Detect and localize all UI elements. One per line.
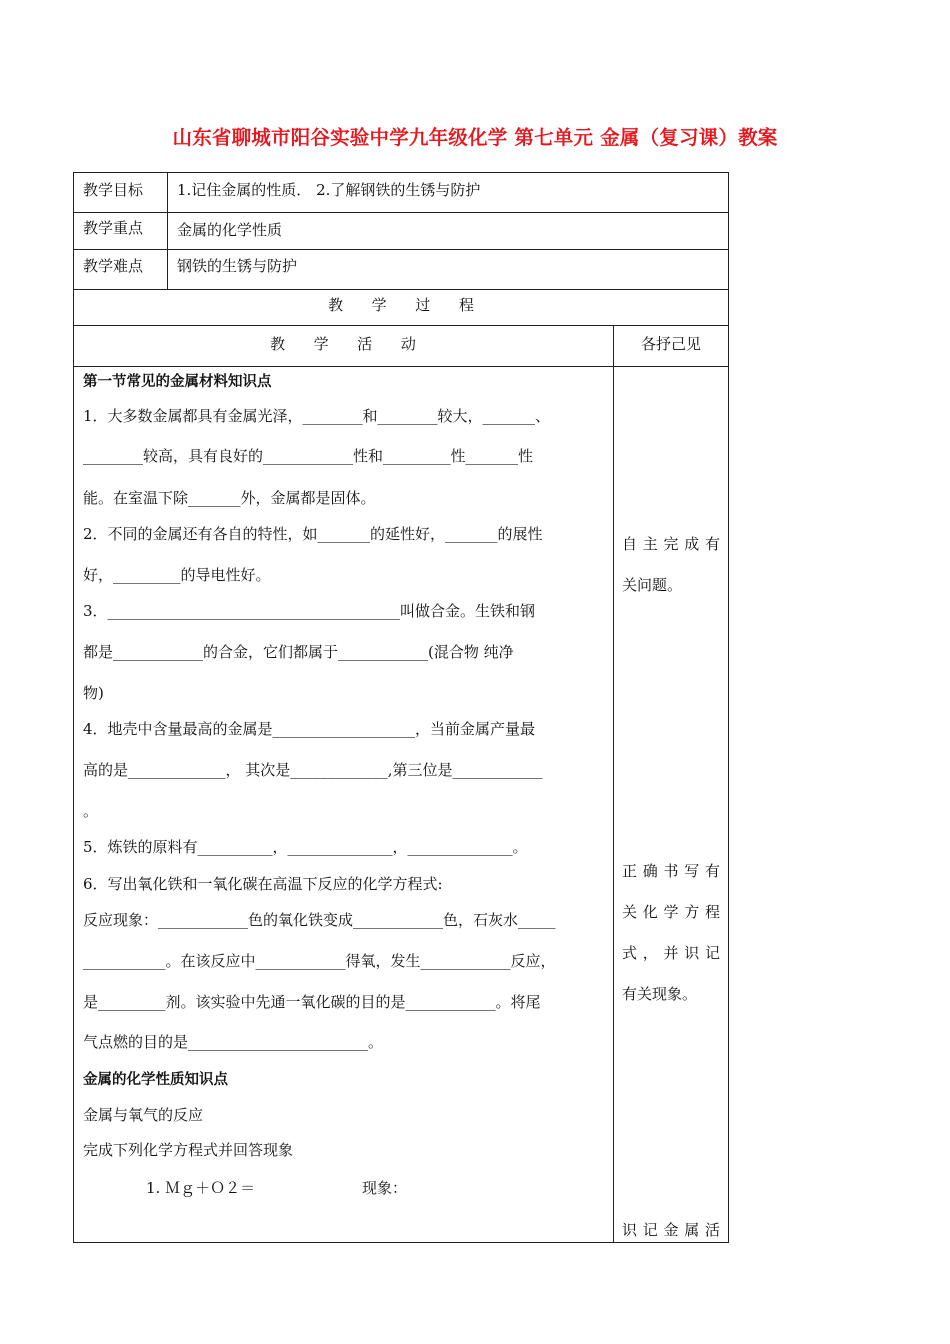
document-title: 山东省聊城市阳谷实验中学九年级化学 第七单元 金属（复习课）教案 bbox=[172, 126, 778, 149]
key-point-label: 教学重点 bbox=[83, 219, 144, 237]
key-point-value: 金属的化学性质 bbox=[177, 221, 283, 239]
text-line: 都是____________的合金，它们都属于____________(混合物 纯净 bbox=[83, 643, 514, 661]
goal-value: 1.记住金属的性质． 2.了解钢铁的生锈与防护 bbox=[177, 181, 481, 199]
text-line: 高的是_____________， 其次是_____________,第三位是____________ bbox=[83, 761, 543, 779]
text-line: 1．大多数金属都具有金属光泽，________和________较大，_______、 bbox=[83, 407, 551, 425]
text-line: 4．地壳中含量最高的金属是___________________，当前金属产量最 bbox=[83, 720, 536, 738]
text-line: 。 bbox=[83, 802, 99, 820]
text-line: 能。在室温下除_______外，金属都是固体。 bbox=[83, 489, 376, 507]
row-divider bbox=[73, 249, 729, 250]
instruction: 完成下列化学方程式并回答现象 bbox=[83, 1141, 294, 1159]
row-divider bbox=[73, 212, 729, 213]
section2-heading: 金属的化学性质知识点 bbox=[83, 1072, 228, 1088]
difficulty-label: 教学难点 bbox=[83, 257, 144, 275]
text-line: 物) bbox=[83, 684, 104, 702]
text-line: ___________。在该反应中____________得氧，发生____________反应， bbox=[83, 952, 556, 970]
process-header: 教 学 过 程 bbox=[328, 296, 474, 314]
text-line: 3．_______________________________________叫做合金。生铁和钢 bbox=[83, 602, 536, 620]
sub-heading: 金属与氧气的反应 bbox=[83, 1106, 204, 1124]
text-line: 5．炼铁的原料有__________，______________，______________。 bbox=[83, 838, 528, 856]
difficulty-value: 钢铁的生锈与防护 bbox=[177, 257, 298, 275]
equation: 1. Ｍｇ＋Ｏ２＝ bbox=[146, 1179, 256, 1197]
text-line: ________较高，具有良好的____________性和_________性_______性 bbox=[83, 447, 534, 465]
row-divider bbox=[73, 325, 729, 326]
text-line: 是_________剂。该实验中先通一氧化碳的目的是____________。将尾 bbox=[83, 993, 541, 1011]
goal-label: 教学目标 bbox=[83, 181, 144, 199]
text-line: 反应现象：____________色的氧化铁变成____________色，石灰水_____ bbox=[83, 911, 556, 929]
notes-header: 各抒己见 bbox=[640, 335, 701, 353]
phenomenon-label: 现象： bbox=[362, 1179, 408, 1197]
text-line: 气点燃的目的是________________________。 bbox=[83, 1033, 384, 1051]
section1-heading: 第一节常见的金属材料知识点 bbox=[83, 374, 272, 390]
row-divider bbox=[73, 366, 729, 367]
row-divider bbox=[73, 289, 729, 290]
note-equations: 正确书写有 关化学方程 式，并识记 有关现象。 bbox=[622, 862, 720, 1003]
activity-header: 教 学 活 动 bbox=[270, 335, 416, 353]
col-divider bbox=[167, 172, 168, 289]
col-divider bbox=[613, 325, 614, 1243]
note-self-complete: 自主完成有 关问题。 bbox=[622, 535, 720, 594]
note-activity: 识记金属活 bbox=[622, 1221, 720, 1239]
text-line: 好，_________的导电性好。 bbox=[83, 566, 271, 584]
text-line: 6．写出氧化铁和一氧化碳在高温下反应的化学方程式: bbox=[83, 875, 443, 893]
text-line: 2．不同的金属还有各自的特性，如_______的延性好，_______的展性 bbox=[83, 525, 543, 543]
